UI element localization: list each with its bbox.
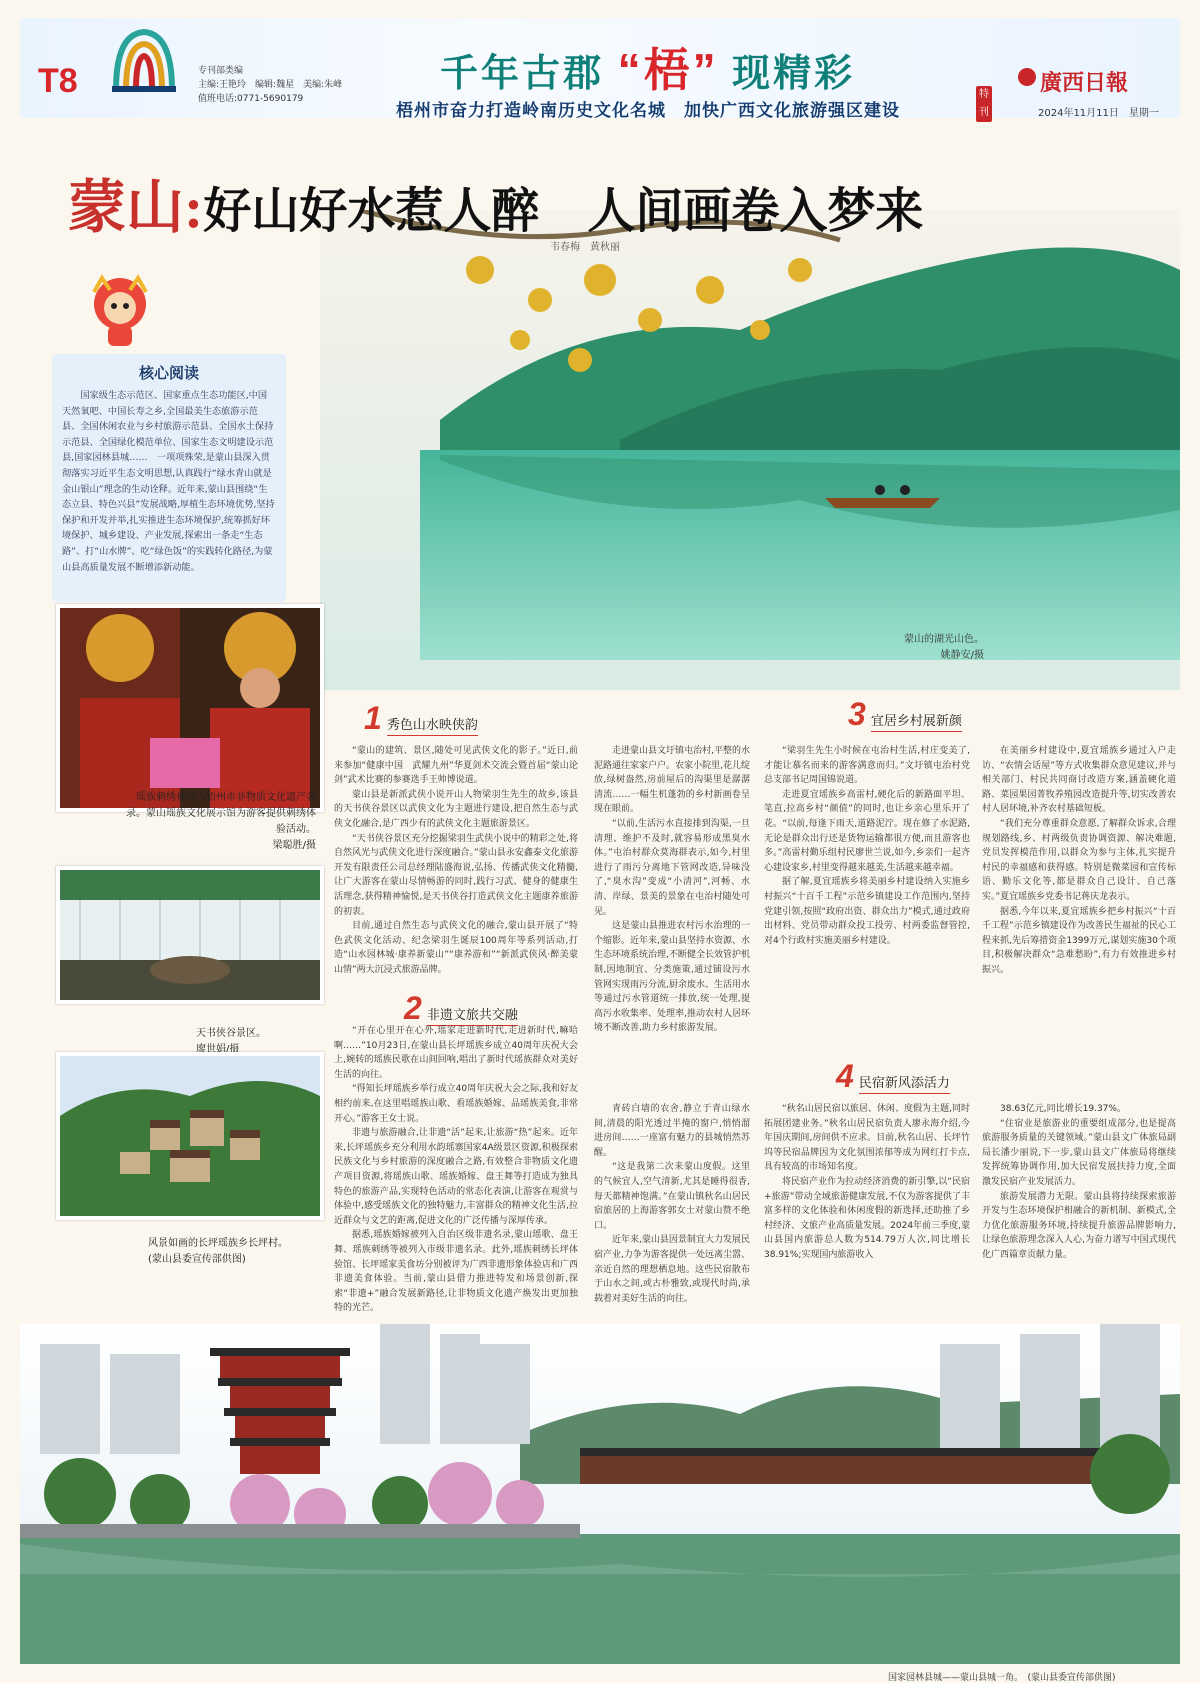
paragraph: “这是我第二次来蒙山度假。这里的气候宜人,空气清新,尤其是睡得很香,每天都精神饱满。”在蒙山镇秋名山居民宿旅居的上海游客郭女士对蒙山赞不绝口。 xyxy=(594,1162,750,1231)
article-headline xyxy=(68,160,923,244)
special-tag: 特刊 xyxy=(976,86,992,122)
paragraph: “蒙山的建筑、景区,随处可见武侠文化的影子。”近日,前来参加“健康中国 武耀九州”华夏剑术交流会暨首届“蒙山论剑”武术比赛的参赛选手王帅博说道。 xyxy=(334,746,578,786)
paragraph: “秋名山居民宿以旅居、休闲、度假为主题,同时拓展团建业务。”秋名山居民宿负责人廖永海介绍,今年国庆期间,房间供不应求。目前,秋名山居、长坪竹坞等民宿品牌因为文化氛围浓郁等成为网红打卡点,具有较高的市场知名度。 xyxy=(764,1104,970,1173)
core-reading-title: 核心阅读 xyxy=(138,365,199,382)
column-2b xyxy=(594,1102,750,1306)
slogan xyxy=(440,34,855,100)
core-reading-text: 国家级生态示范区、国家重点生态功能区,中国天然氧吧、中国长寿之乡,全国最美生态旅游示范县、全国休闲农业与乡村旅游示范县、全国水土保持示范县、全国绿化模范单位、国家生态文明建设示范县,国家园林县城…… 一项项殊荣,是蒙山县深入贯彻落实习近平生态文明思想,认真践行“绿水青山就是金山银山”理念的生动诠释。近年来,蒙山县围绕“生态立县、特色兴县”发展战略,厚植生态环境优势,坚持保护和开发并举,扎实推进生态环境保护,统筹抓好环境保护、城乡建设、产业发展,探索出一条走“生态路”、打“山水牌”、吃“绿色饭”的实践转化路径,为蒙山县高质量发展不断增添新动能。 xyxy=(62,390,275,573)
editor-credits xyxy=(198,64,342,106)
paragraph: “天书侠谷景区充分挖掘梁羽生武侠小说中的精彩之处,将自然风光与武侠文化进行深度融合。”蒙山县永安鑫泰文化旅游开发有限责任公司总经理陆盛海说,弘扬、传播武侠文化精髓,让广大游客在蒙山尽情畅游的同时,践行习武、健身的健康生活理念,获得精神愉悦,是天书侠谷打造武侠文化主题康养旅游的初衷。 xyxy=(334,833,578,917)
paragraph: “梁羽生先生小时候在屯治村生活,村庄变美了,才能让慕名而来的游客满意而归。”文圩镇屯治村党总支部书记周国锦说道。 xyxy=(764,746,970,786)
section-4-header xyxy=(836,1058,950,1095)
slogan-mid: “梧” xyxy=(617,44,719,96)
caption-credit: 梁聪胜/摄 xyxy=(272,840,316,851)
section-number: 4 xyxy=(836,1058,854,1094)
caption-text: 风景如画的长坪瑶族乡长坪村。 xyxy=(148,1238,288,1249)
editor-line: 专刊部类编 xyxy=(198,66,244,76)
paragraph: 据悉,今年以来,夏宜瑶族乡把乡村振兴“十百千工程”示范乡镇建设作为改善民生福祉的民心工程来抓,先后筹措资金1399万元,谋划实施30个项目,积极解决群众“急难愁盼”,有力有效推进乡村振兴。 xyxy=(982,906,1176,975)
paragraph: 近年来,蒙山县因景制宜大力发展民宿产业,力争为游客提供一处远离尘嚣、亲近自然的理想栖息地。这些民宿散布于山水之间,或古朴雅致,或现代时尚,承载着对美好生活的向往。 xyxy=(594,1235,750,1304)
paragraph: 走进蒙山县文圩镇屯治村,平整的水泥路通往家家户户。农家小院里,花儿绽放,绿树盎然,房前屋后的沟渠里是潺潺清流……一幅生机蓬勃的乡村新画卷呈现在眼前。 xyxy=(594,746,750,815)
bottom-photo-caption: 国家园林县城——蒙山县城一角。 (蒙山县委宣传部供图) xyxy=(888,1673,1116,1683)
paragraph: 将民宿产业作为拉动经济消费的新引擎,以“民宿+旅游”带动全域旅游健康发展,不仅为游客提供了丰富多样的文化体验和休闲度假的新选择,还助推了乡村经济、文旅产业高质量发展。2024年前三季度,蒙山县国内旅游总人数为514.79万人次,同比增长38.91%;实现国内旅游收入 xyxy=(764,1176,970,1260)
page-number: T8 xyxy=(38,62,78,100)
slogan-left: 千年古郡 xyxy=(440,53,605,95)
section-number: 1 xyxy=(364,700,382,736)
hero-caption-text: 蒙山的湖光山色。 xyxy=(904,634,984,645)
column-2 xyxy=(594,744,750,1036)
column-4 xyxy=(982,744,1176,978)
byline: 韦春梅 黄秋丽 xyxy=(550,242,620,253)
section-logo-icon xyxy=(108,26,180,96)
paragraph: 这是蒙山县推进农村污水治理的一个缩影。近年来,蒙山县坚持水资源、水生态环境系统治理,不断健全长效管护机制,因地制宜、分类施策,通过铺设污水管网实现雨污分流,厨余废水、生活用水等通过污水管道统一排放,统一处理,提高污水收集率、处理率,推动农村人居环境不断改善,助力乡村旅游发展。 xyxy=(594,921,750,1034)
paragraph: “开在心里开在心外,瑶家走进新时代,走进新时代,嘛哈啊……”10月23日,在蒙山县长坪瑶族乡成立40周年庆祝大会上,婉转的瑶族民歌在山间回响,唱出了新时代瑶族群众对美好生活的向往。 xyxy=(334,1026,578,1080)
paper-name: 廣西日報 xyxy=(1040,70,1129,95)
section-title: 民宿新风添活力 xyxy=(859,1076,950,1094)
paragraph: 据悉,瑶族婚嫁被列入自治区级非遗名录,蒙山瑶歌、盘王舞、瑶族刺绣等被列入市级非遗名录。此外,瑶族刺绣长坪体验馆、长坪瑶家美食坊分别被评为广西非遗形象体验店和广西非遗美食体验。当前,蒙山县借力推进特发和场景创新,探索“非遗+”融合发展新路径,让非物质文化遗产焕发出更加独特的光芒。 xyxy=(334,1230,578,1314)
section-1-header xyxy=(364,700,478,737)
headline-text: 好山好水惹人醉 人间画卷入梦来 xyxy=(203,185,924,238)
header-subtitle: 梧州市奋力打造岭南历史文化名城 加快广西文化旅游强区建设 xyxy=(396,101,900,120)
waterfall-photo xyxy=(56,866,324,1004)
paragraph: 青砖白墙的农舍,静立于青山绿水间,清晨的阳光透过半掩的窗户,悄悄溜进房间……一座富有魅力的县城悄然苏醒。 xyxy=(594,1104,750,1158)
embroidery-photo xyxy=(56,604,324,812)
paragraph: “我们充分尊重群众意愿,了解群众诉求,合理规划路线,乡、村两级负责协调资源、解决难题,党员发挥模范作用,以群众为参与主体,扎实提升村民的幸福感和获得感。特别是微菜园和宣传标语、勤乐文化等,都是群众自己设计、自己落实。”夏宜瑶族乡党委书记蒋庆龙表示。 xyxy=(982,818,1176,902)
editor-line: 值班电话:0771-5690179 xyxy=(198,94,304,104)
hero-caption-credit: 姚静安/摄 xyxy=(940,650,984,661)
section-2-header xyxy=(404,990,518,1027)
paragraph: 38.63亿元,同比增长19.37%。 xyxy=(1000,1104,1126,1114)
issue-date: 2024年11月11日 星期一 xyxy=(1038,108,1159,119)
paragraph: 非遗与旅游融合,让非遗“活”起来,让旅游“热”起来。近年来,长坪瑶族乡充分利用水韵瑶寨国家4A级景区资源,积极探索民族文化与乡村旅游的深度融合之路,有效整合非物质文化遗产项目资源,将瑶族山歌、瑶族婚嫁、盘王舞等打造成为独具特色的旅游产品,实现特色活动的常态化表演,让游客在观赏与体验中,感受瑶族文化的独特魅力,丰富群众的精神文化生活,拉近群众与文艺的距离,促进文化的广泛传播与深厚传承。 xyxy=(334,1128,578,1226)
hero-photo xyxy=(320,210,1180,690)
paragraph: 旅游发展潜力无限。蒙山县将持续探索旅游开发与生态环境保护相融合的新机制、新模式,全力优化旅游服务环境,持续提升旅游品牌影响力,让绿色旅游理念深入人心,为奋力谱写中国式现代化广西篇章贡献力量。 xyxy=(982,1191,1176,1260)
county-town-photo xyxy=(20,1324,1180,1664)
paragraph: “住宿业是旅游业的重要组成部分,也是提高旅游服务质量的关键领域。”蒙山县文广体旅局副局长潘少丽说,下一步,蒙山县文广体旅局将继续发挥统筹协调作用,加大民宿发展扶持力度,全面激发民宿产业发展活力。 xyxy=(982,1118,1176,1187)
paragraph: 走进夏宜瑶族乡高雷村,硬化后的新路面平坦、笔直,拉高乡村“颜值”的同时,也让乡亲心里乐开了花。“以前,每逢下雨天,道路泥泞。现在修了水泥路,无论是群众出行还是货物运输都很方便,而且游客也多。”高雷村勤乐组村民廖世兰说,如今,乡亲们一起齐心建设家乡,村里变得越来越美,生活越来越幸福。 xyxy=(764,789,970,873)
column-3b xyxy=(764,1102,970,1263)
paper-logo-icon xyxy=(1018,68,1036,86)
lion-mascot-icon xyxy=(80,270,160,350)
caption-credit: 廖世娟/摄 xyxy=(196,1044,240,1055)
paragraph: “得知长坪瑶族乡举行成立40周年庆祝大会之际,我和好友相约前来,在这里唱瑶族山歌、看瑶族婚嫁、品瑶族美食,非常开心。”游客王女士说。 xyxy=(334,1084,578,1124)
hero-caption xyxy=(904,632,984,664)
paragraph: “以前,生活污水直接排到沟渠,一旦清理、维护不及时,就容易形成黑臭水体。”屯治村群众莫海群表示,如今,村里进行了雨污分离地下管网改造,异味没了,“臭水沟”变成“小清河”,河畅、水清、岸绿、景美的景象在屯治村随处可见。 xyxy=(594,818,750,917)
section-title: 宜居乡村展新颜 xyxy=(871,714,962,732)
caption-text: 瑶族刺绣被列入梧州市非物质文化遗产名录。蒙山瑶族文化展示馆为游客提供刺绣体验活动。 xyxy=(126,792,316,835)
section-number: 2 xyxy=(404,990,422,1026)
section-number: 3 xyxy=(848,696,866,732)
photo-caption-village xyxy=(148,1236,310,1268)
paragraph: 蒙山县是新派武侠小说开山人物梁羽生先生的故乡,该县的天书侠谷景区以武侠文化为主题进行建设,把自然生态与武侠文化融合,是广西少有的武侠文化主题旅游景区。 xyxy=(334,789,578,829)
photo-caption-embroidery xyxy=(120,790,316,854)
caption-credit: (蒙山县委宣传部供图) xyxy=(148,1254,246,1265)
caption-text: 天书侠谷景区。 xyxy=(196,1028,266,1039)
headline-place: 蒙山: xyxy=(68,175,204,240)
column-4b xyxy=(982,1102,1176,1263)
column-1b xyxy=(334,1024,578,1316)
editor-line: 主编:王艳玲 编辑:魏星 美编:朱峰 xyxy=(198,80,343,90)
section-title: 秀色山水映侠韵 xyxy=(387,718,478,736)
column-1 xyxy=(334,744,578,978)
column-3 xyxy=(764,744,970,948)
paragraph: 目前,通过自然生态与武侠文化的融合,蒙山县开展了“特色武侠文化活动、纪念梁羽生诞辰100周年等系列活动,打造“山水园林城·康养新蒙山”“康养游和”“新派武侠风·醉美蒙山情”两大沉浸式旅游品牌。 xyxy=(334,921,578,975)
paragraph: 在美丽乡村建设中,夏宜瑶族乡通过入户走访、“农情会话屋”等方式收集群众意见建议,并与相关部门、村民共同商讨改造方案,涵盖硬化道路、菜园果园菁牧养殖园改造提升等,切实改善农村人居环境,补齐农村基础短板。 xyxy=(982,746,1176,815)
paragraph: 据了解,夏宜瑶族乡将美丽乡村建设纳入实施乡村振兴“十百千工程”示范乡镇建设工作范围内,坚持党建引领,按照“政府出资、群众出力”模式,通过政府出材料、党员带动群众投工投劳、村两委监督管控,对4个行政村实施美丽乡村建设。 xyxy=(764,877,970,946)
village-photo xyxy=(56,1052,324,1220)
section-title: 非遗文旅共交融 xyxy=(427,1008,518,1026)
section-3-header xyxy=(848,696,962,733)
slogan-right: 现精彩 xyxy=(732,53,856,95)
